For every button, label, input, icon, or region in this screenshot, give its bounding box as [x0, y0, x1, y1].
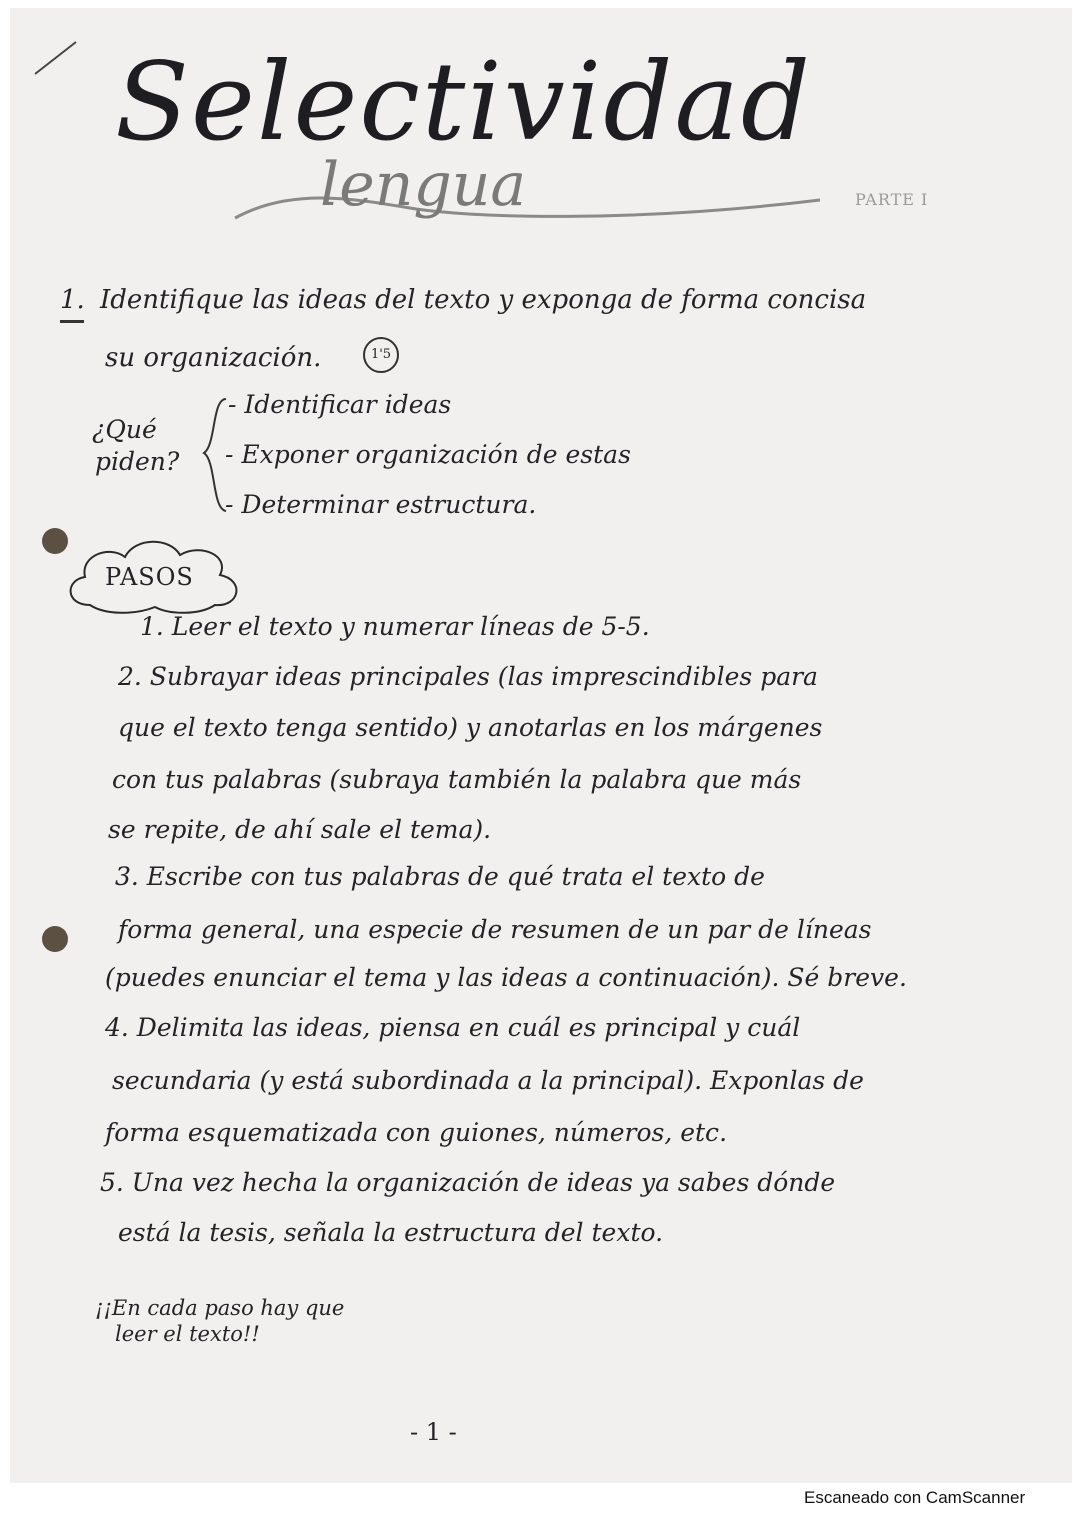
step-line-9: 4. Delimita las ideas, piensa en cuál es principal y cuál — [105, 1013, 801, 1042]
question-line-2: su organización. — [105, 343, 322, 373]
step-line-6: 3. Escribe con tus palabras de qué trata el texto de — [115, 862, 765, 891]
pasos-label: PASOS — [105, 563, 194, 591]
step-line-3: que el texto tenga sentido) y anotarlas en los márgenes — [118, 713, 823, 742]
step-line-5: se repite, de ahí sale el tema). — [108, 815, 492, 844]
page-subtitle: lengua — [320, 150, 527, 220]
asks-item-2: - Exponer organización de estas — [225, 440, 631, 469]
step-line-12: 5. Una vez hecha la organización de ideas ya sabes dónde — [100, 1168, 836, 1197]
question-number-underline — [60, 320, 84, 323]
pencil-mark — [30, 38, 80, 78]
question-number: 1. — [60, 285, 85, 315]
step-line-10: secundaria (y está subordinada a la principal). Exponlas de — [112, 1066, 864, 1095]
step-line-13: está la tesis, señala la estructura del texto. — [118, 1218, 664, 1247]
binder-hole-middle — [42, 926, 68, 952]
asks-label-2: piden? — [95, 447, 180, 476]
note-line-1: ¡¡En cada paso hay que — [95, 1296, 345, 1320]
step-line-4: con tus palabras (subraya también la palabra que más — [112, 765, 802, 794]
asks-label-1: ¿Qué — [92, 415, 157, 444]
part-label: PARTE I — [855, 190, 929, 209]
page-title: Selectividad — [115, 40, 812, 165]
step-line-11: forma esquematizada con guiones, números, etc. — [105, 1118, 728, 1147]
step-line-7: forma general, una especie de resumen de un par de líneas — [118, 915, 872, 944]
page-number: - 1 - — [410, 1418, 457, 1446]
note-line-2: leer el texto!! — [115, 1322, 260, 1346]
scanner-watermark: Escaneado con CamScanner — [804, 1488, 1026, 1507]
step-line-8: (puedes enunciar el tema y las ideas a continuación). Sé breve. — [105, 963, 907, 992]
asks-item-1: - Identificar ideas — [228, 390, 452, 419]
asks-item-3: - Determinar estructura. — [225, 490, 537, 519]
step-line-2: 2. Subrayar ideas principales (las imprescindibles para — [118, 662, 818, 691]
score-badge: 1'5 — [363, 337, 399, 373]
question-line-1: Identifique las ideas del texto y exponga de forma concisa — [100, 285, 867, 315]
step-line-1: 1. Leer el texto y numerar líneas de 5-5. — [140, 612, 650, 641]
